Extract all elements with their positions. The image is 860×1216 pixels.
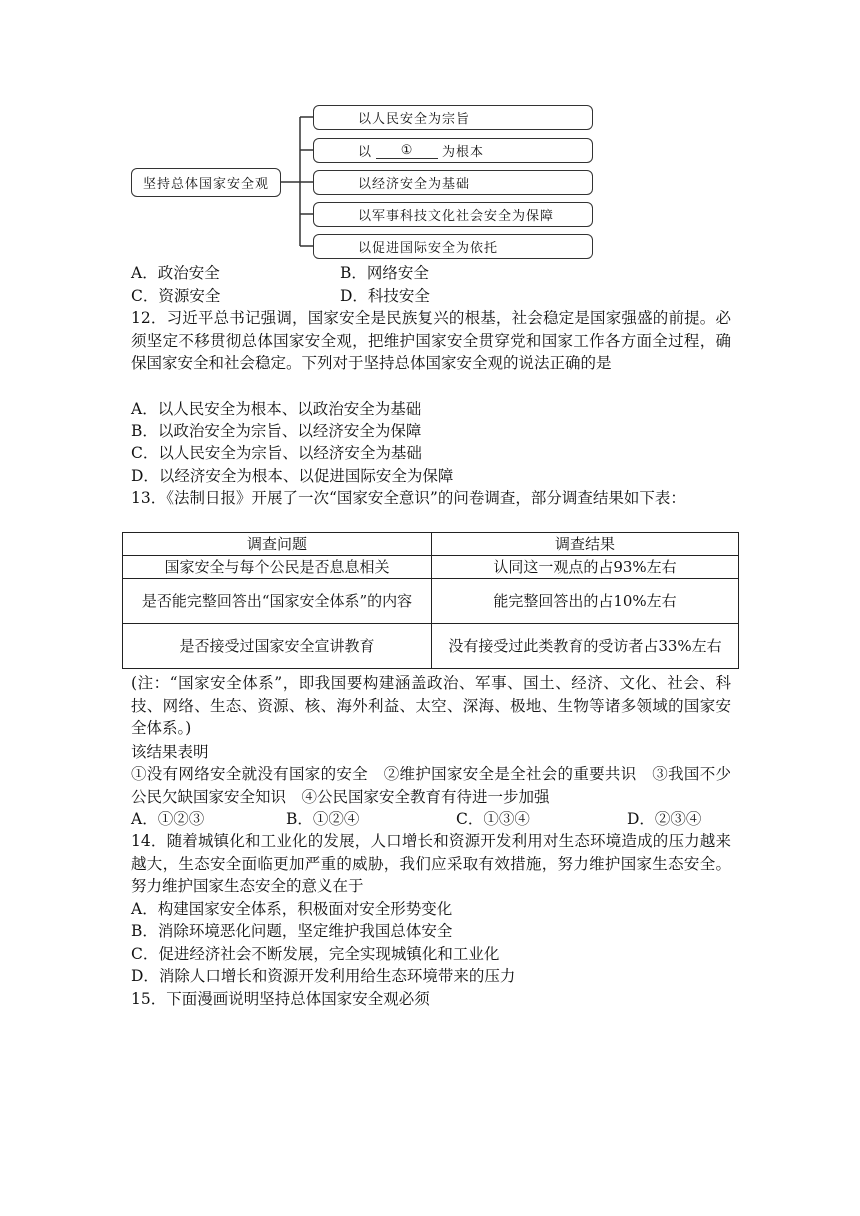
survey-table (122, 532, 739, 669)
branch-2-prefix: 以 (358, 145, 373, 160)
q11-option-a[interactable]: A．政治安全 (131, 264, 220, 282)
q13-option-d[interactable]: D．②③④ (627, 810, 702, 828)
table-row (123, 556, 739, 579)
q12-option-a[interactable]: A．以人民安全为根本、以政治安全为基础 (131, 400, 422, 418)
diagram-branch-3: 以经济安全为基础 (313, 170, 593, 195)
diagram-branch-4: 以军事科技文化社会安全为保障 (313, 202, 593, 227)
q13-note: (注：“国家安全体系”，即我国要构建涵盖政治、军事、国土、经济、文化、社会、科技、网络、生态、资源、核、海外利益、太空、深海、极地、生物等诸多领域的国家安全体系。) (131, 674, 731, 737)
table-row (123, 624, 739, 669)
q12-option-d[interactable]: D．以经济安全为根本、以促进国际安全为保障 (131, 467, 454, 485)
table-cell: 没有接受过此类教育的受访者占33%左右 (432, 624, 739, 669)
q12-option-b[interactable]: B．以政治安全为宗旨、以经济安全为保障 (131, 422, 422, 440)
q13-option-c[interactable]: C．①③④ (456, 810, 530, 828)
q12-option-c[interactable]: C．以人民安全为宗旨、以经济安全为基础 (131, 444, 422, 462)
table-row (123, 579, 739, 624)
q13-statements: ①没有网络安全就没有国家的安全 ②维护国家安全是全社会的重要共识 ③我国不少公民欠缺国家安全知识 ④公民国家安全教育有待进一步加强 (131, 765, 731, 806)
branch-2-suffix: 为根本 (442, 145, 485, 160)
diagram-branch-5: 以促进国际安全为依托 (313, 234, 593, 259)
q11-option-b[interactable]: B．网络安全 (340, 264, 429, 282)
q13-option-b[interactable]: B．①②④ (286, 810, 360, 828)
q11-option-d[interactable]: D．科技安全 (340, 287, 430, 305)
table-cell: 国家安全与每个公民是否息息相关 (123, 556, 432, 579)
q14-option-c[interactable]: C．促进经济社会不断发展，完全实现城镇化和工业化 (131, 945, 500, 963)
q11-option-c[interactable]: C．资源安全 (131, 287, 221, 305)
fill-blank: ① (376, 143, 438, 159)
table-header: 调查问题 (123, 533, 432, 556)
q14-option-b[interactable]: B．消除环境恶化问题，坚定维护我国总体安全 (131, 922, 453, 940)
q13-lead: 该结果表明 (131, 743, 209, 761)
q14-option-d[interactable]: D．消除人口增长和资源开发利用给生态环境带来的压力 (131, 967, 516, 985)
diagram-branch-2 (313, 138, 593, 163)
table-header-row (123, 533, 739, 556)
security-concept-diagram (128, 104, 598, 262)
q12-stem: 12．习近平总书记强调，国家安全是民族复兴的根基，社会稳定是国家强盛的前提。必须坚定不移贯彻总体国家安全观，把维护国家安全贯穿党和国家工作各方面全过程，确保国家安全和社会稳定。下列对于坚持总体国家安全观的说法正确的是 (131, 309, 731, 372)
diagram-root: 坚持总体国家安全观 (131, 168, 281, 197)
q14-option-a[interactable]: A．构建国家安全体系，积极面对安全形势变化 (131, 900, 453, 918)
diagram-branch-1: 以人民安全为宗旨 (313, 105, 593, 130)
q13-option-a[interactable]: A．①②③ (131, 810, 205, 828)
table-cell: 是否能完整回答出“国家安全体系”的内容 (123, 579, 432, 624)
table-cell: 能完整回答出的占10%左右 (432, 579, 739, 624)
table-header: 调查结果 (432, 533, 739, 556)
q14-stem: 14．随着城镇化和工业化的发展，人口增长和资源开发利用对生态环境造成的压力越来越大，生态安全面临更加严重的威胁，我们应采取有效措施，努力维护国家生态安全。努力维护国家生态安全的意义在于 (131, 832, 731, 895)
q13-stem: 13．《法制日报》开展了一次“国家安全意识”的问卷调查，部分调查结果如下表： (131, 489, 686, 507)
table-cell: 是否接受过国家安全宣讲教育 (123, 624, 432, 669)
table-cell: 认同这一观点的占93%左右 (432, 556, 739, 579)
q15-stem: 15．下面漫画说明坚持总体国家安全观必须 (131, 990, 430, 1008)
